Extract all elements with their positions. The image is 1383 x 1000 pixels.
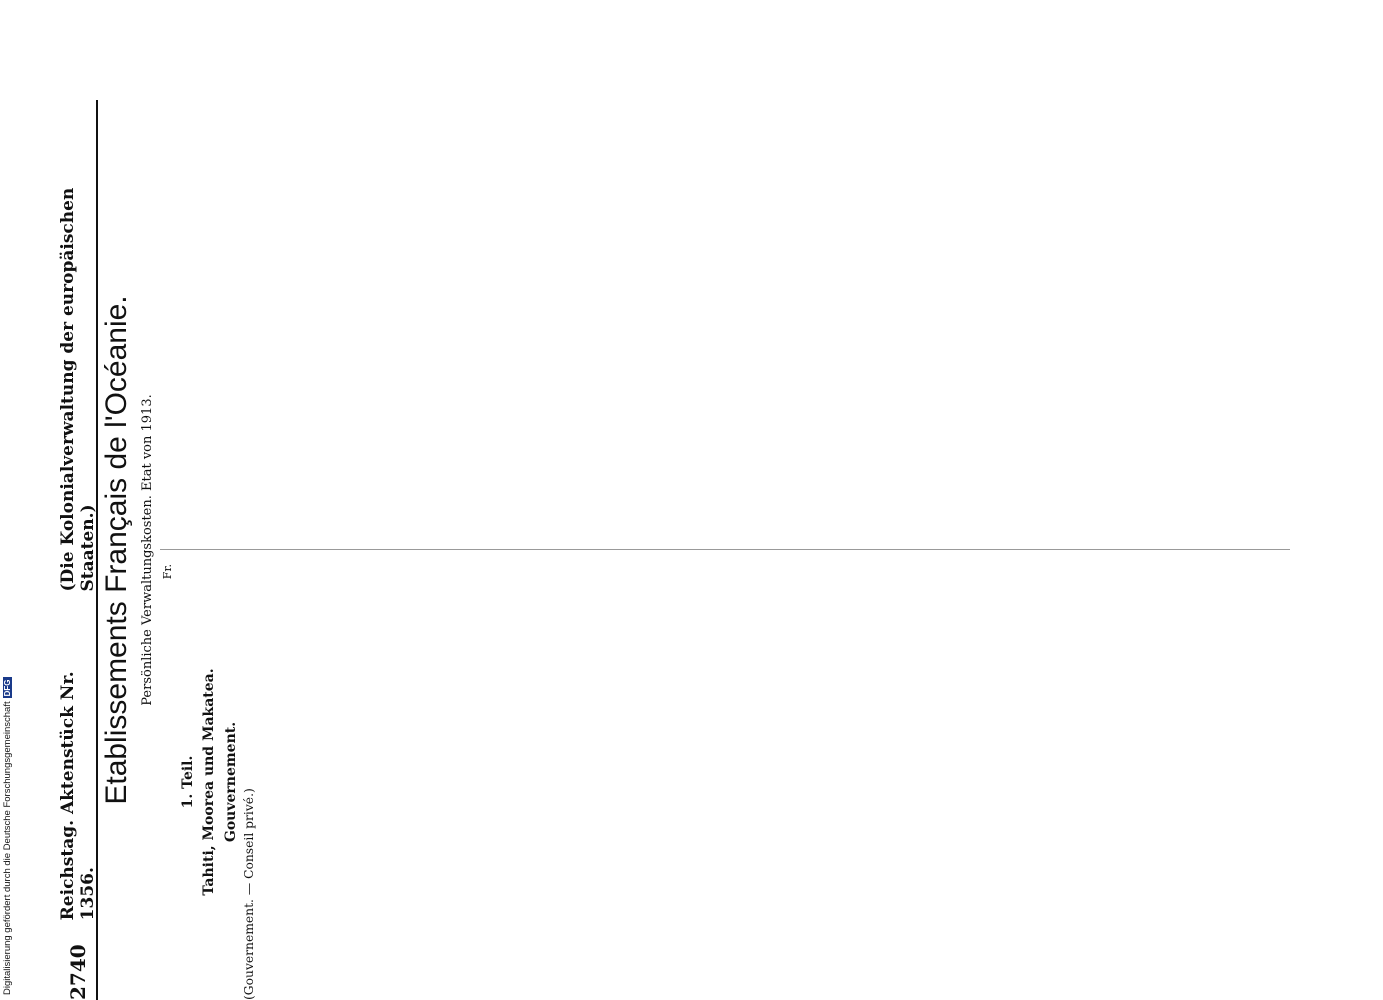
left-column bbox=[160, 564, 257, 1000]
side-note bbox=[2, 678, 13, 996]
topic-title: (Die Kolonialverwaltung der europäischen Staaten.) bbox=[58, 187, 98, 592]
section-region: Tahiti, Moorea und Makatea. bbox=[201, 668, 218, 896]
page-number: 2740 bbox=[66, 944, 90, 1000]
rotated-page bbox=[60, 100, 1300, 1000]
side-note-text: Digitalisierung gefördert durch die Deutsche Forschungsgemeinschaft bbox=[2, 701, 13, 995]
dfg-logo: DFG bbox=[3, 679, 12, 697]
series-title: Reichstag. Aktenstück Nr. 1356. bbox=[58, 671, 98, 921]
section-teil: 1. Teil. bbox=[180, 755, 197, 809]
currency-label: Fr. bbox=[161, 564, 174, 580]
section-gouvernement: Gouvernement. bbox=[222, 721, 239, 843]
running-header bbox=[60, 100, 98, 1000]
conseil-note: (Gouvernement. — Conseil privé.) bbox=[241, 788, 256, 1000]
subtitle: Persönliche Verwaltungskosten. Etat von 1913. bbox=[140, 394, 155, 706]
main-title: Etablissements Français de l'Océanie. bbox=[100, 295, 133, 805]
column-divider bbox=[160, 549, 1290, 550]
